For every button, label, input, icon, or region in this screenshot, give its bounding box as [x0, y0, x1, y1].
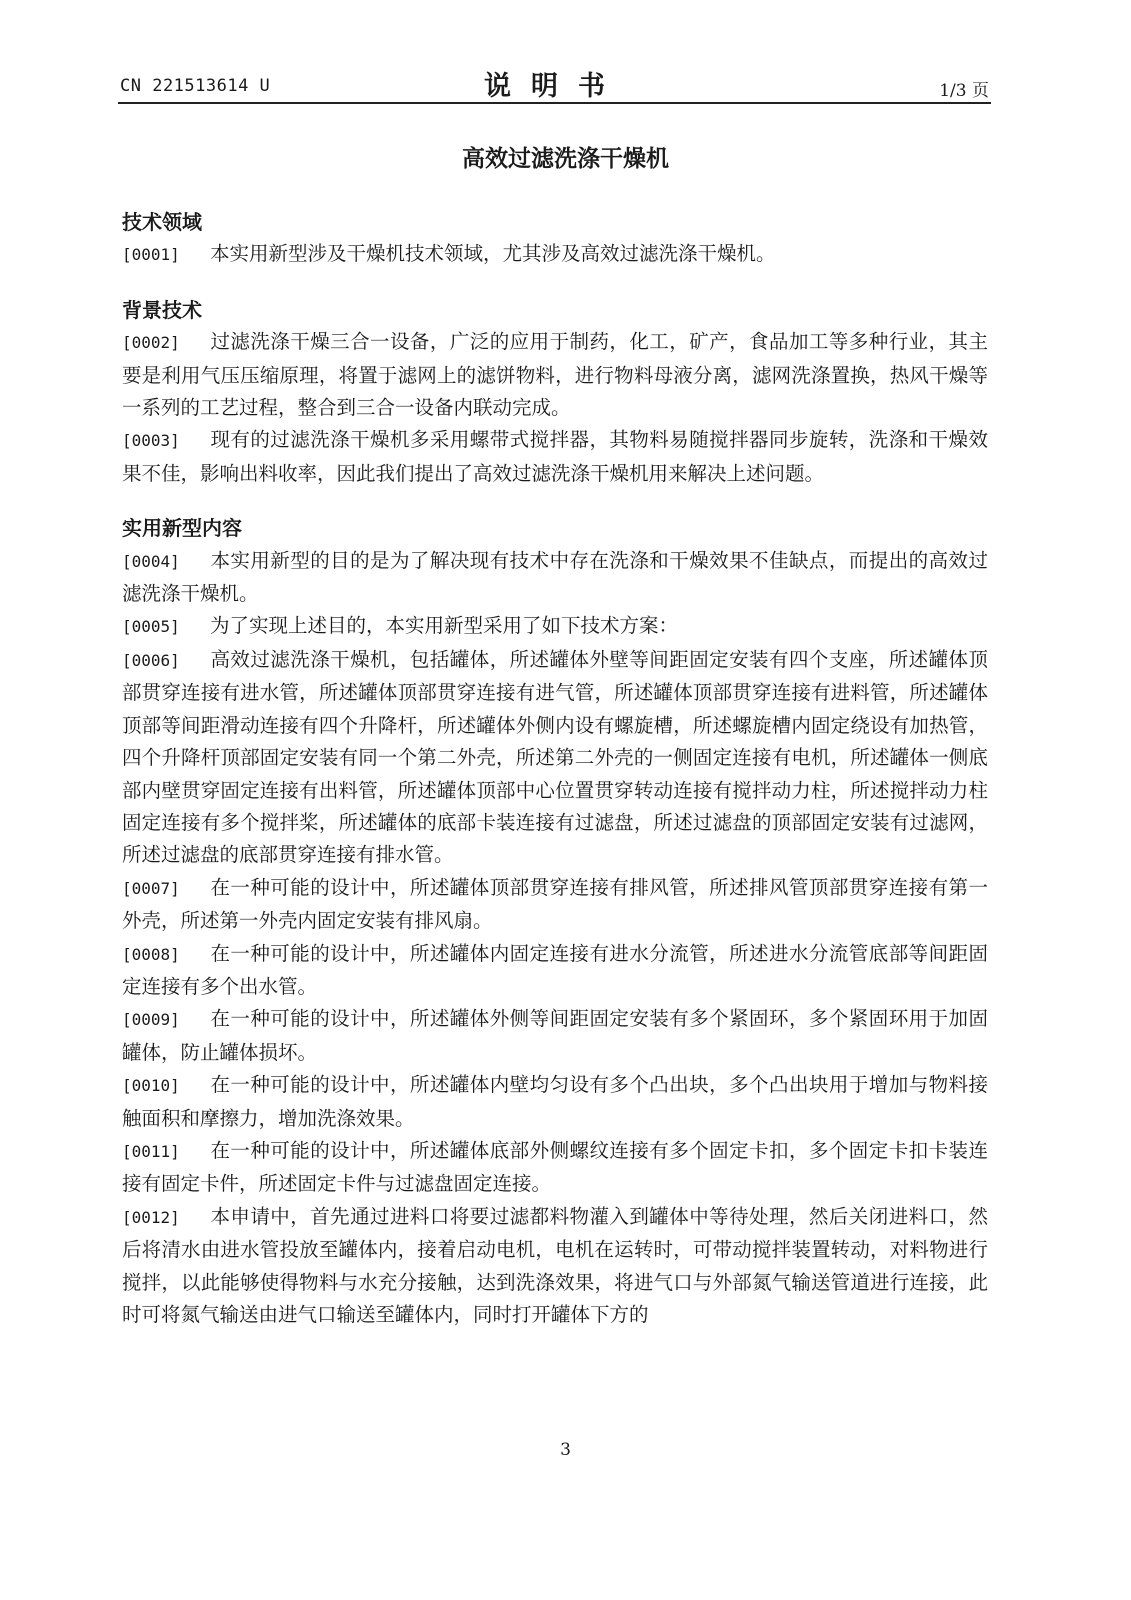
document-title: 高效过滤洗涤干燥机 — [462, 146, 669, 172]
paragraph-number: [0003] — [122, 431, 180, 451]
paragraph-number: [0008] — [122, 944, 180, 964]
paragraph — [122, 938, 988, 1004]
paragraph-number: [0010] — [122, 1076, 180, 1096]
paragraph-text: 本实用新型的目的是为了解决现有技术中存在洗涤和干燥效果不佳缺点，而提出的高效过滤洗涤干燥机。 — [122, 548, 988, 606]
paragraph-text: 在一种可能的设计中，所述罐体顶部贯穿连接有排风管，所述排风管顶部贯穿连接有第一外壳，所述第一外壳内固定安装有排风扇。 — [122, 875, 988, 933]
paragraph-text: 在一种可能的设计中，所述罐体内壁均匀设有多个凸出块，多个凸出块用于增加与物料接触面积和摩擦力，增加洗涤效果。 — [122, 1073, 988, 1130]
section-heading: 技术领域 — [122, 210, 202, 234]
paragraph — [122, 326, 988, 424]
paragraph — [122, 1135, 988, 1201]
paragraph-number: [0005] — [122, 617, 180, 637]
header-rule — [118, 102, 991, 104]
paragraph-text: 在一种可能的设计中，所述罐体底部外侧螺纹连接有多个固定卡扣，多个固定卡扣卡装连接有固定卡件，所述固定卡件与过滤盘固定连接。 — [122, 1138, 988, 1196]
paragraph-number: [0009] — [122, 1010, 180, 1030]
paragraph — [122, 545, 988, 611]
paragraph-text: 本申请中，首先通过进料口将要过滤都料物灌入到罐体中等待处理，然后关闭进料口，然后将清水由进水管投放至罐体内，接着启动电机，电机在运转时，可带动搅拌装置转动，对料物进行搅拌，以此能够使得物料与水充分接触，达到洗涤效果，将进气口与外部氮气输送管道进行连接，此时可将氮气输送由进气口输送至罐体内，同时打开罐体下方的 — [122, 1204, 988, 1326]
paragraph-text: 过滤洗涤干燥三合一设备，广泛的应用于制药，化工，矿产，食品加工等多种行业，其主要是利用气压压缩原理，将置于滤网上的滤饼物料，进行物料母液分离，滤网洗涤置换，热风干燥等一系列的工艺过程，整合到三合一设备内联动完成。 — [122, 330, 988, 420]
paragraph-text: 高效过滤洗涤干燥机，包括罐体，所述罐体外壁等间距固定安装有四个支座，所述罐体顶部贯穿连接有进水管，所述罐体顶部贯穿连接有进气管，所述罐体顶部贯穿连接有进料管，所述罐体顶部等间距滑动连接有四个升降杆，所述罐体外侧内设有螺旋槽，所述螺旋槽内固定绕设有加热管，四个升降杆顶部固定安装有同一个第二外壳，所述第二外壳的一侧固定连接有电机，所述罐体一侧底部内壁贯穿固定连接有出料管，所述罐体顶部中心位置贯穿转动连接有搅拌动力柱，所述搅拌动力柱固定连接有多个搅拌桨，所述罐体的底部卡装连接有过滤盘，所述过滤盘的顶部固定安装有过滤网，所述过滤盘的底部贯穿连接有排水管。 — [122, 647, 988, 867]
paragraph-number: [0004] — [122, 551, 180, 571]
paragraph — [122, 238, 988, 271]
paragraph — [122, 872, 988, 938]
paragraph — [122, 1201, 988, 1332]
paragraph-text: 现有的过滤洗涤干燥机多采用螺带式搅拌器，其物料易随搅拌器同步旋转，洗涤和干燥效果不佳，影响出料收率，因此我们提出了高效过滤洗涤干燥机用来解决上述问题。 — [122, 428, 988, 485]
paragraph-number: [0002] — [122, 333, 180, 353]
page-number: 3 — [560, 1440, 571, 1460]
paragraph-number: [0012] — [122, 1207, 180, 1227]
paragraph — [122, 1003, 988, 1069]
paragraph-text: 在一种可能的设计中，所述罐体内固定连接有进水分流管，所述进水分流管底部等间距固定连接有多个出水管。 — [122, 941, 988, 998]
paragraph — [122, 644, 988, 872]
section-heading: 背景技术 — [122, 297, 202, 322]
paragraph-number: [0011] — [122, 1141, 180, 1161]
page-count: 1/3 页 — [939, 81, 989, 101]
document-type: 说明书 — [484, 71, 625, 102]
paragraph — [122, 610, 988, 643]
paragraph-text: 本实用新型涉及干燥机技术领域，尤其涉及高效过滤洗涤干燥机。 — [210, 242, 776, 266]
page-header — [120, 64, 989, 104]
paragraph-number: [0001] — [122, 245, 180, 265]
section-heading: 实用新型内容 — [122, 516, 242, 541]
paragraph — [122, 424, 988, 490]
publication-number: CN 221513614 U — [120, 76, 271, 96]
document-body — [122, 206, 988, 1331]
paragraph-text: 在一种可能的设计中，所述罐体外侧等间距固定安装有多个紧固环，多个紧固环用于加固罐体，防止罐体损坏。 — [122, 1007, 988, 1064]
paragraph-text: 为了实现上述目的，本实用新型采用了如下技术方案： — [210, 614, 679, 638]
paragraph — [122, 1069, 988, 1135]
paragraph-number: [0007] — [122, 878, 180, 898]
paragraph-number: [0006] — [122, 650, 180, 670]
